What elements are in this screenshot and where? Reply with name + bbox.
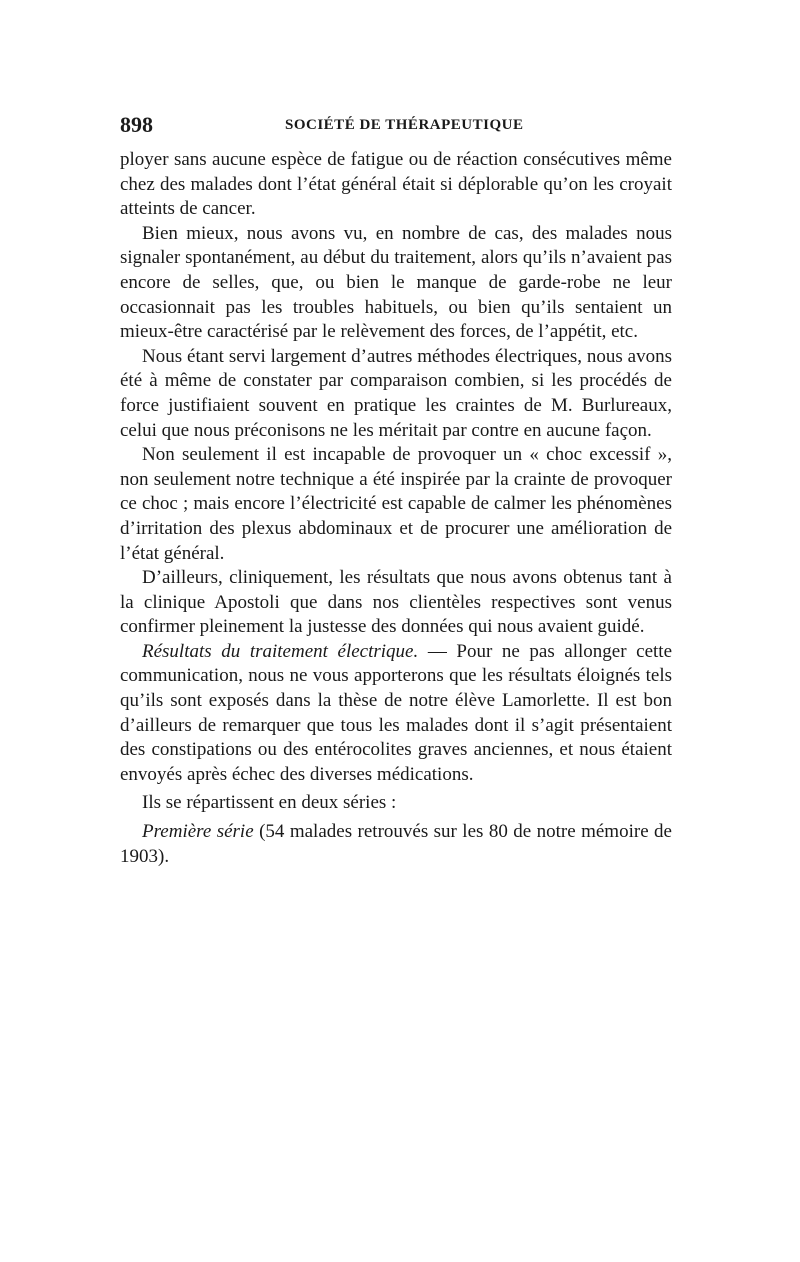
paragraph-treatment-results xyxy=(120,640,672,788)
paragraph-text: — Pour ne pas allonger cette communication, nous ne vous apporterons que les résultats éloignés tels qu’ils sont exposés dans la thèse de notre élève Lamorlette. Il est bon d’ailleurs de remarquer que tous les malades dont il s’agit présentaient des constipations ou des entérocolites graves anciennes, et nous étaient envoyés après échec des diverses médications. xyxy=(120,640,672,785)
paragraph-first-series xyxy=(120,820,672,869)
paragraph-text: Ils se répartissent en deux séries : xyxy=(142,792,397,814)
paragraph-text: Non seulement il est incapable de provoquer un « choc excessif », non seulement notre technique a été inspirée par la crainte de provoquer ce choc ; mais encore l’électricité est capable de calmer les phénomènes d’irritation des plexus abdominaux et de procurer une amélioration de l’état général. xyxy=(120,444,672,564)
paragraph-no-shock xyxy=(120,443,672,566)
paragraph-continuation xyxy=(120,148,672,222)
paragraph-text: (54 malades retrouvés sur les 80 de notre mémoire de 1903). xyxy=(120,821,672,867)
paragraph-clinical-results xyxy=(120,566,672,640)
running-title: SOCIÉTÉ DE THÉRAPEUTIQUE xyxy=(285,117,524,133)
paragraph-other-methods xyxy=(120,345,672,443)
series-label-italic: Première série xyxy=(142,821,254,843)
body-text xyxy=(120,148,672,869)
paragraph-text: ployer sans aucune espèce de fatigue ou de réaction consécutives même chez des malades dont l’état général était si déplorable qu’on les croyait atteints de cancer. xyxy=(120,149,672,220)
paragraph-spontaneous-reports xyxy=(120,222,672,345)
paragraph-text: Bien mieux, nous avons vu, en nombre de cas, des malades nous signaler spontanément, au début du traitement, alors qu’ils n’avaient pas encore de selles, que, ou bien le manque de garde-robe ne leur occasionnait pas les troubles habituels, ou bien qu’ils sentaient un mieux-être caractérisé par le relèvement des forces, de l’appétit, etc. xyxy=(120,222,672,343)
paragraph-text: D’ailleurs, cliniquement, les résultats que nous avons obtenus tant à la clinique Apostoli que dans nos clientèles respectives sont venus confirmer pleinement la justesse des données qui nous avaient guidé. xyxy=(120,567,672,638)
page-number: 898 xyxy=(120,112,153,137)
section-heading-italic: Résultats du traitement électrique. xyxy=(142,640,419,662)
paragraph-text: Nous étant servi largement d’autres méthodes électriques, nous avons été à même de constater par comparaison combien, si les procédés de force justifiaient souvent en pratique les craintes de M. Burlureaux, celui que nous préconisons ne les méritait par contre en aucune façon. xyxy=(120,345,672,441)
paragraph-two-series xyxy=(120,791,672,816)
page-header xyxy=(120,112,672,140)
